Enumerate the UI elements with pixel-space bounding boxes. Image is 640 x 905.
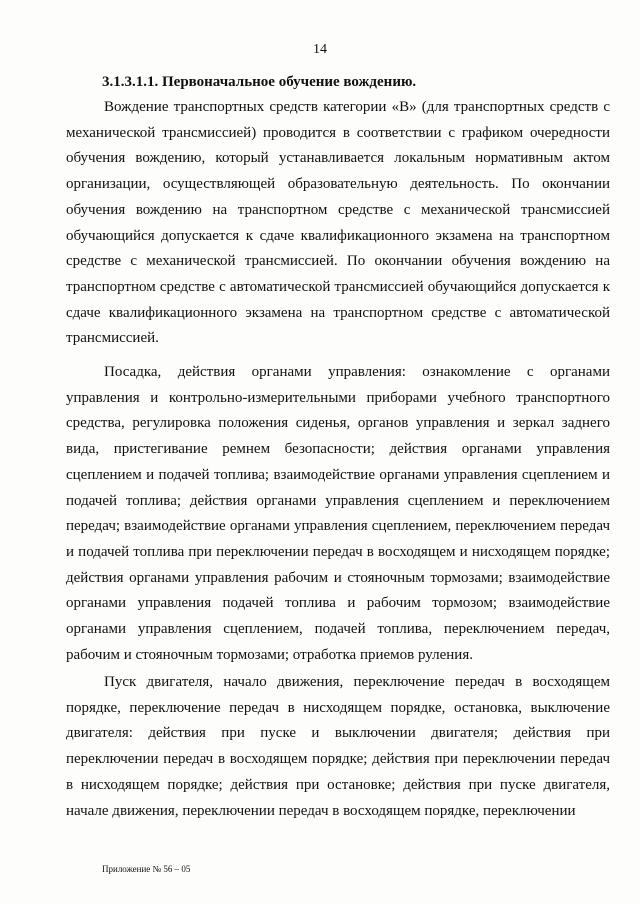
page-number: 14 <box>313 42 327 57</box>
footer-appendix-label: Приложение № 56 – 05 <box>102 864 191 874</box>
paragraph-3: Пуск двигателя, начало движения, переключение передач в восходящем порядке, переключение передач в нисходящем порядке, остановка, выключение двигателя: действия при пуске и выключении двигателя; действия при переключении передач в восходящем порядке; действия при переключении передач в нисходящем порядке; действия при остановке; действия при пуске двигателя, начале движения, переключении передач в восходящем порядке, переключении <box>66 674 610 819</box>
section-heading: 3.1.3.1.1. Первоначальное обучение вождению. <box>102 74 417 90</box>
paragraph-1: Вождение транспортных средств категории «В» (для транспортных средств с механической трансмиссией) проводится в соответствии с графиком очередности обучения вождению, который устанавливается локальным нормативным актом организации, осуществляющей образовательную деятельность. По окончании обучения вождению на транспортном средстве с механической трансмиссией обучающийся допускается к сдаче квалификационного экзамена на транспортном средстве с механической трансмиссией. По окончании обучения вождению на транспортном средстве с автоматической трансмиссией обучающийся допускается к сдаче квалификационного экзамена на транспортном средстве с автоматической трансмиссией. <box>66 99 610 347</box>
paragraph-2: Посадка, действия органами управления: ознакомление с органами управления и контрольно-измерительными приборами учебного транспортного средства, регулировка положения сиденья, органов управления и зеркал заднего вида, пристегивание ремнем безопасности; действия органами управления сцеплением и подачей топлива; взаимодействие органами управления сцеплением и подачей топлива; действия органами управления сцеплением и переключением передач; взаимодействие органами управления сцеплением, переключением передач и подачей топлива при переключении передач в восходящем и нисходящем порядке; действия органами управления рабочим и стояночным тормозами; взаимодействие органами управления подачей топлива и рабочим тормозом; взаимодействие органами управления сцеплением, подачей топлива, переключением передач, рабочим и стояночным тормозами; отработка приемов руления. <box>66 364 610 663</box>
